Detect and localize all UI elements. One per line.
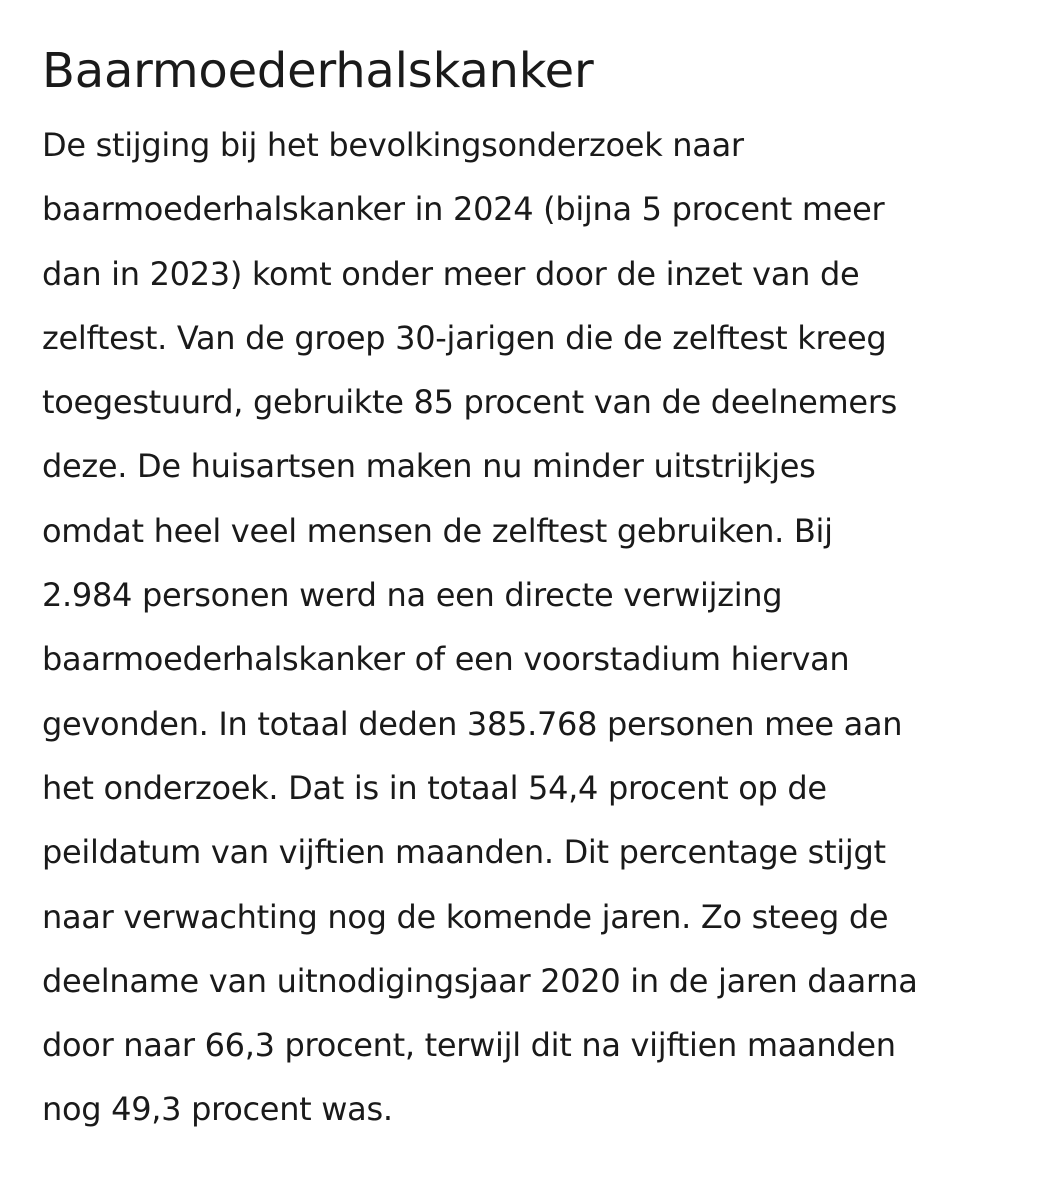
article-paragraph [42,113,1032,1142]
paragraph-line: toegestuurd, gebruikte 85 procent van de deelnemers [42,383,898,422]
paragraph-line: peildatum van vijftien maanden. Dit percentage stijgt [42,833,886,872]
paragraph-line: 2.984 personen werd na een directe verwijzing [42,576,783,615]
paragraph-line: naar verwachting nog de komende jaren. Zo steeg de [42,897,889,936]
paragraph-line: dan in 2023) komt onder meer door de inzet van de [42,254,860,293]
article [42,40,1032,1142]
paragraph-line: het onderzoek. Dat is in totaal 54,4 procent op de [42,768,827,807]
paragraph-line: baarmoederhalskanker in 2024 (bijna 5 procent meer [42,190,885,229]
paragraph-line: deelname van uitnodigingsjaar 2020 in de jaren daarna [42,961,918,1000]
paragraph-line: omdat heel veel mensen de zelftest gebruiken. Bij [42,511,833,550]
page-title: Baarmoederhalskanker [42,43,594,99]
paragraph-line: nog 49,3 procent was. [42,1090,393,1129]
paragraph-line: deze. De huisartsen maken nu minder uitstrijkjes [42,447,816,486]
paragraph-line: door naar 66,3 procent, terwijl dit na vijftien maanden [42,1026,896,1065]
paragraph-line: gevonden. In totaal deden 385.768 personen mee aan [42,704,903,743]
paragraph-line: baarmoederhalskanker of een voorstadium hiervan [42,640,850,679]
paragraph-line: zelftest. Van de groep 30-jarigen die de zelftest kreeg [42,318,887,357]
paragraph-line: De stijging bij het bevolkingsonderzoek naar [42,126,744,164]
